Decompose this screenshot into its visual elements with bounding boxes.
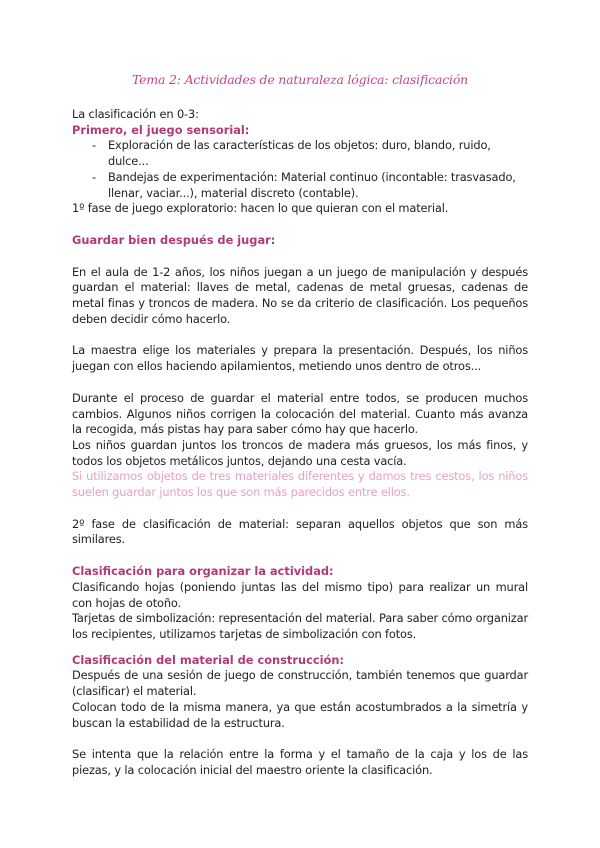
- highlighted-paragraph: Si utilizamos objetos de tres materiales diferentes y damos tres cestos, los niños suelen guardar juntos los que son más parecidos entre ellos.: [72, 469, 528, 500]
- paragraph: La maestra elige los materiales y prepara la presentación. Después, los niños juegan con ellos haciendo apilamientos, metiendo unos dentro de otros...: [72, 343, 528, 374]
- paragraph: Tarjetas de simbolización: representación del material. Para saber cómo organizar los recipientes, utilizamos tarjetas de simbolización con fotos.: [72, 611, 528, 641]
- list-item: - Exploración de las características de los objetos: duro, blando, ruido, dulce...: [92, 138, 528, 169]
- paragraph: Durante el proceso de guardar el material entre todos, se producen muchos cambios. Algunos niños corrigen la colocación del material. Cuanto más avanza la recogida, más pistas hay para saber cómo hay que hacerlo.: [72, 390, 528, 437]
- paragraph: Los niños guardan juntos los troncos de madera más gruesos, los más finos, y todos los objetos metálicos juntos, dejando una cesta vacía.: [72, 437, 528, 468]
- section-heading-sensorial: Primero, el juego sensorial:: [72, 122, 250, 137]
- phase-1-text: 1º fase de juego exploratorio: hacen lo que quieran con el material.: [72, 201, 449, 216]
- paragraph: Después de una sesión de juego de construcción, también tenemos que guardar (clasificar) el material.: [72, 668, 528, 699]
- section-heading-organizar: Clasificación para organizar la actividad:: [72, 564, 334, 579]
- section-heading-guardar: Guardar bien después de jugar:: [72, 232, 276, 247]
- intro-text: La clasificación en 0-3:: [72, 107, 199, 121]
- page-title: Tema 2: Actividades de naturaleza lógica: clasificación: [132, 72, 468, 87]
- paragraph: Se intenta que la relación entre la forma y el tamaño de la caja y los de las piezas, y la colocación inicial del maestro oriente la clasificación.: [72, 747, 528, 777]
- phase-2-text: 2º fase de clasificación de material: separan aquellos objetos que son más similares.: [72, 516, 528, 547]
- paragraph: En el aula de 1-2 años, los niños juegan a un juego de manipulación y después guardan el material: llaves de metal, cadenas de metal gruesas, cadenas de metal finas y troncos de madera. No se da criterio de clasificación. Los pequeños deben decidir cómo hacerlo.: [72, 264, 528, 326]
- list-item: - Bandejas de experimentación: Material continuo (incontable: trasvasado, llenar, vaciar...), material discreto (contable).: [92, 170, 528, 201]
- paragraph: Clasificando hojas (poniendo juntas las del mismo tipo) para realizar un mural con hojas de otoño.: [72, 579, 528, 610]
- paragraph: Colocan todo de la misma manera, ya que están acostumbrados a la simetría y buscan la estabilidad de la estructura.: [72, 699, 528, 730]
- section-heading-construccion: Clasificación del material de construcción:: [72, 652, 345, 667]
- sensorial-list: [72, 138, 528, 201]
